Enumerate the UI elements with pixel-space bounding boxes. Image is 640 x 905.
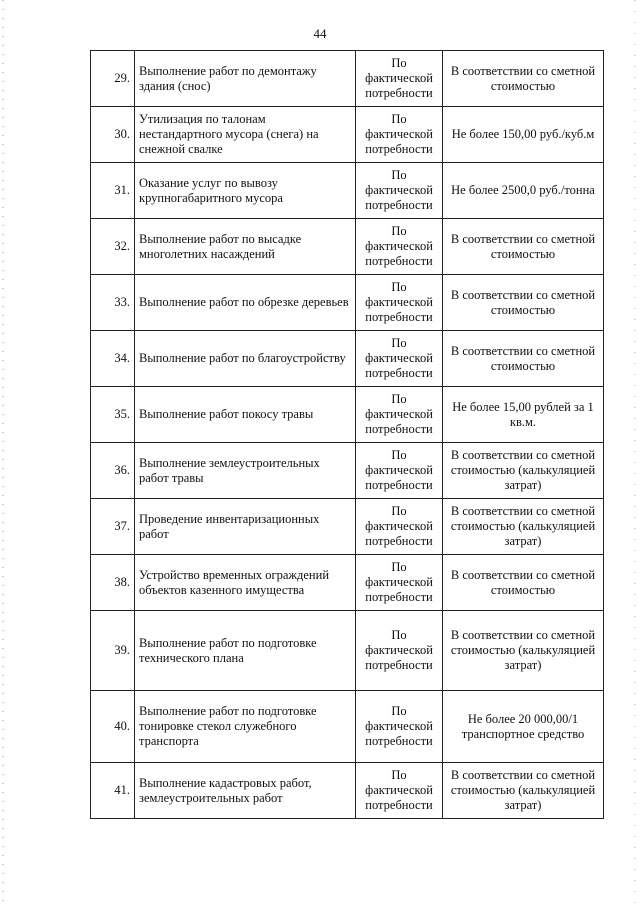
price-limit-cell: Не более 15,00 рублей за 1 кв.м.: [443, 387, 604, 443]
need-basis-cell: По фактической потребности: [356, 611, 443, 691]
need-basis-cell: По фактической потребности: [356, 387, 443, 443]
row-number-cell: 41.: [91, 763, 135, 819]
work-name-cell: Оказание услуг по вывозу крупногабаритного мусора: [135, 163, 356, 219]
need-basis-cell: По фактической потребности: [356, 763, 443, 819]
table-row: [91, 443, 604, 499]
price-limit-cell: В соответствии со сметной стоимостью: [443, 51, 604, 107]
row-number-cell: 31.: [91, 163, 135, 219]
work-name-cell: Выполнение землеустроительных работ травы: [135, 443, 356, 499]
table-row: [91, 275, 604, 331]
services-table-body: [91, 51, 604, 819]
row-number-cell: 33.: [91, 275, 135, 331]
price-limit-cell: Не более 20 000,00/1 транспортное средство: [443, 691, 604, 763]
row-number-cell: 37.: [91, 499, 135, 555]
need-basis-cell: По фактической потребности: [356, 555, 443, 611]
work-name-cell: Выполнение работ по подготовке тонировке стекол служебного транспорта: [135, 691, 356, 763]
table-row: [91, 763, 604, 819]
price-limit-cell: В соответствии со сметной стоимостью (калькуляцией затрат): [443, 443, 604, 499]
row-number-cell: 35.: [91, 387, 135, 443]
table-row: [91, 499, 604, 555]
row-number-cell: 34.: [91, 331, 135, 387]
price-limit-cell: В соответствии со сметной стоимостью (калькуляцией затрат): [443, 499, 604, 555]
price-limit-cell: Не более 2500,0 руб./тонна: [443, 163, 604, 219]
need-basis-cell: По фактической потребности: [356, 443, 443, 499]
work-name-cell: Выполнение работ по высадке многолетних насаждений: [135, 219, 356, 275]
table-row: [91, 387, 604, 443]
need-basis-cell: По фактической потребности: [356, 275, 443, 331]
services-table: [90, 50, 604, 819]
need-basis-cell: По фактической потребности: [356, 331, 443, 387]
row-number-cell: 39.: [91, 611, 135, 691]
table-row: [91, 163, 604, 219]
work-name-cell: Выполнение кадастровых работ, землеустроительных работ: [135, 763, 356, 819]
need-basis-cell: По фактической потребности: [356, 219, 443, 275]
table-row: [91, 219, 604, 275]
need-basis-cell: По фактической потребности: [356, 499, 443, 555]
work-name-cell: Выполнение работ по демонтажу здания (снос): [135, 51, 356, 107]
need-basis-cell: По фактической потребности: [356, 51, 443, 107]
table-row: [91, 611, 604, 691]
price-limit-cell: Не более 150,00 руб./куб.м: [443, 107, 604, 163]
table-row: [91, 51, 604, 107]
table-row: [91, 691, 604, 763]
work-name-cell: Выполнение работ по подготовке технического плана: [135, 611, 356, 691]
price-limit-cell: В соответствии со сметной стоимостью (калькуляцией затрат): [443, 611, 604, 691]
table-row: [91, 331, 604, 387]
price-limit-cell: В соответствии со сметной стоимостью (калькуляцией затрат): [443, 763, 604, 819]
need-basis-cell: По фактической потребности: [356, 691, 443, 763]
row-number-cell: 36.: [91, 443, 135, 499]
need-basis-cell: По фактической потребности: [356, 163, 443, 219]
row-number-cell: 40.: [91, 691, 135, 763]
price-limit-cell: В соответствии со сметной стоимостью: [443, 275, 604, 331]
right-margin-scan-marks: [634, 0, 636, 905]
work-name-cell: Выполнение работ по благоустройству: [135, 331, 356, 387]
work-name-cell: Проведение инвентаризационных работ: [135, 499, 356, 555]
row-number-cell: 29.: [91, 51, 135, 107]
work-name-cell: Утилизация по талонам нестандартного мусора (снега) на снежной свалке: [135, 107, 356, 163]
row-number-cell: 38.: [91, 555, 135, 611]
price-limit-cell: В соответствии со сметной стоимостью: [443, 219, 604, 275]
price-limit-cell: В соответствии со сметной стоимостью: [443, 331, 604, 387]
page-number: 44: [313, 26, 327, 41]
price-limit-cell: В соответствии со сметной стоимостью: [443, 555, 604, 611]
left-margin-scan-marks: [2, 0, 4, 905]
table-row: [91, 555, 604, 611]
work-name-cell: Выполнение работ покосу травы: [135, 387, 356, 443]
row-number-cell: 30.: [91, 107, 135, 163]
work-name-cell: Устройство временных ограждений объектов казенного имущества: [135, 555, 356, 611]
table-row: [91, 107, 604, 163]
row-number-cell: 32.: [91, 219, 135, 275]
work-name-cell: Выполнение работ по обрезке деревьев: [135, 275, 356, 331]
need-basis-cell: По фактической потребности: [356, 107, 443, 163]
